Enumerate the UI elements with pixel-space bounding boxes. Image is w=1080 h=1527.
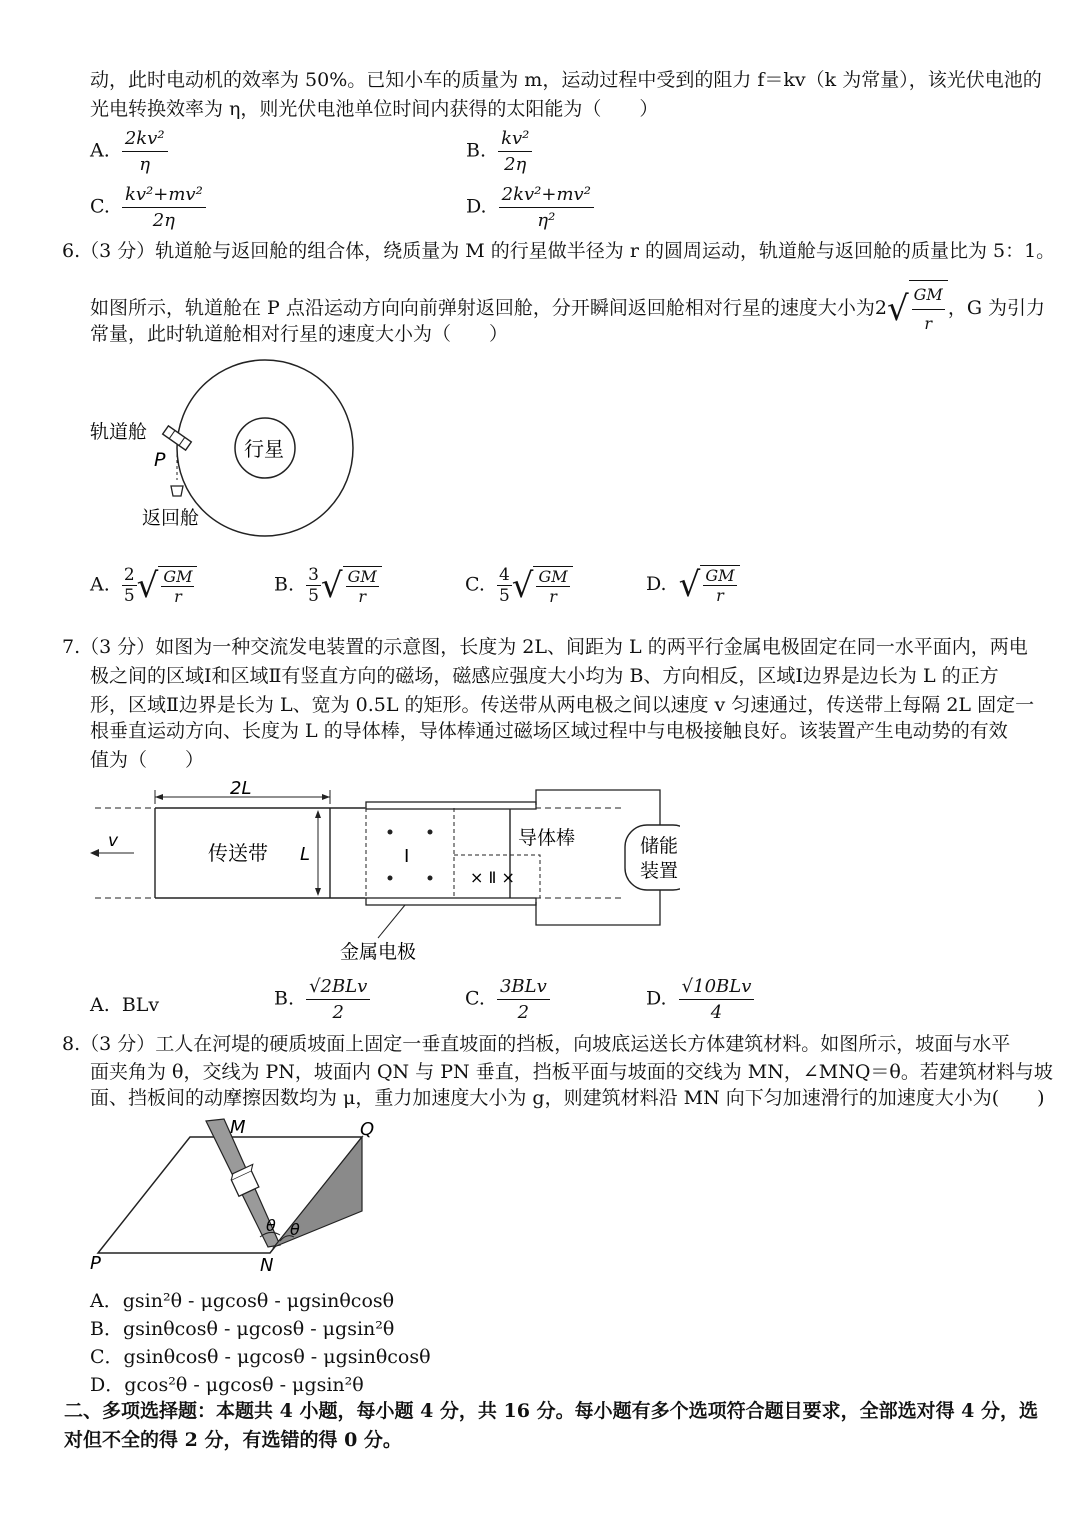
sqrt-sign-icon: √: [678, 565, 701, 605]
q8-option-d[interactable]: [90, 1370, 364, 1397]
dim-2l-label: 2L: [230, 780, 252, 799]
coef-denominator: 5: [308, 586, 319, 606]
option-text: gsinθcosθ - μgcosθ - μgsin²θ: [122, 1318, 395, 1340]
option-label: B．: [90, 1318, 123, 1340]
option-label: C.: [465, 987, 485, 1010]
q6-option-a[interactable]: [90, 565, 197, 606]
coef-numerator: 2: [123, 565, 135, 585]
option-label: C.: [465, 573, 485, 596]
point-p-label: P: [154, 449, 166, 471]
sqrt-sign-icon: √: [886, 289, 909, 329]
coef-denominator: 5: [123, 586, 135, 606]
option-text: BLv: [121, 994, 160, 1016]
option-denominator: 2: [517, 1002, 530, 1023]
option-numerator: 2kv²+mv²: [499, 184, 594, 208]
sqrt-sign-icon: √: [320, 565, 343, 606]
option-label: B.: [466, 139, 487, 162]
option-numerator: √10BLv: [679, 976, 755, 1000]
option-numerator: 2kv²: [122, 128, 168, 152]
q7-option-a[interactable]: [90, 994, 159, 1016]
option-denominator: η²: [537, 210, 556, 231]
label-theta-2: θ: [290, 1220, 300, 1239]
option-label: B.: [274, 573, 295, 596]
q5-option-a[interactable]: [90, 128, 168, 175]
sqrt-numerator: GM: [538, 566, 568, 586]
q6-orbit-figure: [80, 350, 380, 540]
sqrt-denominator: r: [358, 586, 366, 606]
option-label: D.: [646, 987, 667, 1010]
option-label: A.: [90, 139, 110, 162]
option-text: gcos²θ - μgcosθ - μgsin²θ: [124, 1374, 364, 1396]
option-label: C.: [90, 195, 110, 218]
field-dot: [428, 876, 433, 881]
orbiter-label: 轨道舱: [90, 421, 148, 443]
coef-numerator: 4: [498, 565, 510, 585]
option-label: A．: [90, 1290, 123, 1312]
electrode-bottom: [366, 898, 536, 905]
option-text: gsinθcosθ - μgcosθ - μgsinθcosθ: [123, 1346, 431, 1368]
circuit-wire: [536, 890, 660, 925]
planet-label: 行星: [244, 437, 284, 461]
option-denominator: 2: [332, 1002, 344, 1023]
q5-text-line1: 动，此时电动机的效率为 50%。已知小车的质量为 m，运动过程中受到的阻力 f＝kv（k 为常量），该光伏电池的: [90, 69, 1042, 91]
label-p: P: [90, 1253, 101, 1274]
option-numerator: kv²+mv²: [122, 184, 206, 208]
sqrt-numerator: GM: [912, 281, 945, 310]
q5-option-d[interactable]: [466, 184, 594, 231]
q7-text-line4: 根垂直运动方向、长度为 L 的导体棒，导体棒通过磁场区域过程中与电极接触良好。该装置产生电动势的有效: [90, 720, 1008, 742]
option-label: A.: [90, 994, 110, 1016]
option-label: B.: [274, 987, 295, 1010]
q8-option-b[interactable]: [90, 1314, 394, 1341]
q7-option-b[interactable]: [274, 976, 370, 1023]
dim-l-label: L: [300, 844, 311, 865]
velocity-label: v: [108, 831, 119, 851]
q7-option-c[interactable]: [465, 976, 550, 1023]
sqrt-denominator: r: [924, 314, 933, 333]
option-label: D.: [646, 573, 667, 595]
label-n: N: [260, 1255, 274, 1275]
field-dot: [388, 876, 393, 881]
q5-option-b[interactable]: [466, 128, 532, 175]
option-denominator: 4: [710, 1002, 723, 1023]
electrode-label: 金属电极: [340, 941, 417, 963]
q6-text-line1: 6.（3 分）轨道舱与返回舱的组合体，绕质量为 M 的行星做半径为 r 的圆周运动，轨道舱与返回舱的质量比为 5：1。: [62, 240, 1056, 262]
option-label: C．: [90, 1346, 124, 1368]
q6-text-line2b: ，G 为引力: [947, 297, 1046, 319]
section2-heading-line2: 对但不全的得 2 分，有选错的得 0 分。: [64, 1429, 402, 1451]
option-denominator: 2η: [152, 210, 175, 231]
label-m: M: [230, 1117, 246, 1138]
belt-label: 传送带: [208, 841, 268, 865]
option-text: gsin²θ - μgcosθ - μgsinθcosθ: [122, 1290, 395, 1312]
sqrt-numerator: GM: [163, 566, 193, 586]
coef-denominator: 5: [498, 586, 510, 606]
option-label: D．: [90, 1374, 125, 1396]
q6-option-b[interactable]: [274, 565, 382, 606]
q7-text-line1: 7.（3 分）如图为一种交流发电装置的示意图，长度为 2L、间距为 L 的两平行金属电极固定在同一水平面内，两电: [62, 636, 1028, 658]
option-numerator: kv²: [498, 128, 532, 152]
sqrt-sign-icon: √: [136, 565, 159, 606]
option-denominator: 2η: [504, 154, 527, 175]
option-denominator: η: [139, 154, 151, 175]
q7-text-line5: 值为（ ）: [90, 749, 205, 771]
coef-numerator: 3: [308, 565, 319, 585]
q7-text-line3: 形，区域Ⅱ边界是长为 L、宽为 0.5L 的矩形。传送带从两电极之间以速度 v 匀速通过，传送带上每隔 2L 固定一: [90, 694, 1035, 716]
option-label: A.: [90, 573, 110, 596]
label-q: Q: [360, 1119, 375, 1140]
storage-label-2: 装置: [640, 860, 679, 882]
q6-text-line3: 常量，此时轨道舱相对行星的速度大小为（ ）: [90, 323, 509, 345]
capsule-label: 返回舱: [142, 507, 200, 529]
region1-label: Ⅰ: [404, 846, 410, 867]
field-dot: [388, 830, 393, 835]
q6-sqrt-expr: [887, 280, 948, 338]
q8-text-line1: 8.（3 分）工人在河堤的硬质坡面上固定一垂直坡面的挡板，向坡底运送长方体建筑材料。如图所示，坡面与水平: [62, 1033, 1011, 1055]
field-dot: [428, 830, 433, 835]
storage-label-1: 储能: [640, 835, 679, 857]
q6-option-c[interactable]: [465, 565, 573, 606]
q5-option-c[interactable]: [90, 184, 206, 231]
q5-text-line2: 光电转换效率为 η，则光伏电池单位时间内获得的太阳能为（ ）: [90, 98, 659, 120]
q7-option-d[interactable]: [646, 976, 754, 1023]
sqrt-numerator: GM: [347, 566, 377, 586]
q8-text-line3: 面、挡板间的动摩擦因数均为 μ，重力加速度大小为 g，则建筑材料沿 MN 向下匀加速滑行的加速度大小为( ): [90, 1087, 1045, 1109]
q8-option-a[interactable]: [90, 1286, 394, 1313]
q8-option-c[interactable]: [90, 1342, 431, 1369]
q8-slope-figure: [80, 1115, 390, 1275]
sqrt-denominator: r: [716, 586, 724, 605]
rod-label: 导体棒: [518, 827, 576, 849]
electrode-top: [366, 802, 536, 809]
sqrt-numerator: GM: [705, 566, 735, 585]
section2-heading-line1: 二、多项选择题：本题共 4 小题，每小题 4 分，共 16 分。每小题有多个选项符合题目要求，全部选对得 4 分，选: [64, 1400, 1039, 1422]
label-theta-1: θ: [266, 1216, 276, 1235]
q7-text-line2: 极之间的区域Ⅰ和区域Ⅱ有竖直方向的磁场，磁感应强度大小均为 B、方向相反，区域Ⅰ边界是边长为 L 的正方: [90, 665, 999, 687]
sqrt-denominator: r: [549, 586, 557, 606]
electrode-leader: [378, 905, 405, 938]
option-label: D.: [466, 195, 487, 218]
option-numerator: 3BLv: [497, 976, 550, 1000]
q6-option-d[interactable]: [646, 565, 740, 605]
option-numerator: √2BLv: [306, 976, 370, 1000]
q8-text-line2: 面夹角为 θ，交线为 PN，坡面内 QN 与 PN 垂直，挡板平面与坡面的交线为 MN，∠MNQ＝θ。若建筑材料与坡: [90, 1061, 1053, 1083]
q7-generator-figure: [90, 780, 680, 970]
region2-label: × Ⅱ ×: [470, 868, 515, 887]
sqrt-denominator: r: [174, 586, 182, 606]
q6-text-line2a: 如图所示，轨道舱在 P 点沿运动方向向前弹射返回舱，分开瞬间返回舱相对行星的速度大小为2: [90, 297, 887, 319]
capsule-icon: [171, 486, 183, 496]
sqrt-sign-icon: √: [511, 565, 534, 606]
